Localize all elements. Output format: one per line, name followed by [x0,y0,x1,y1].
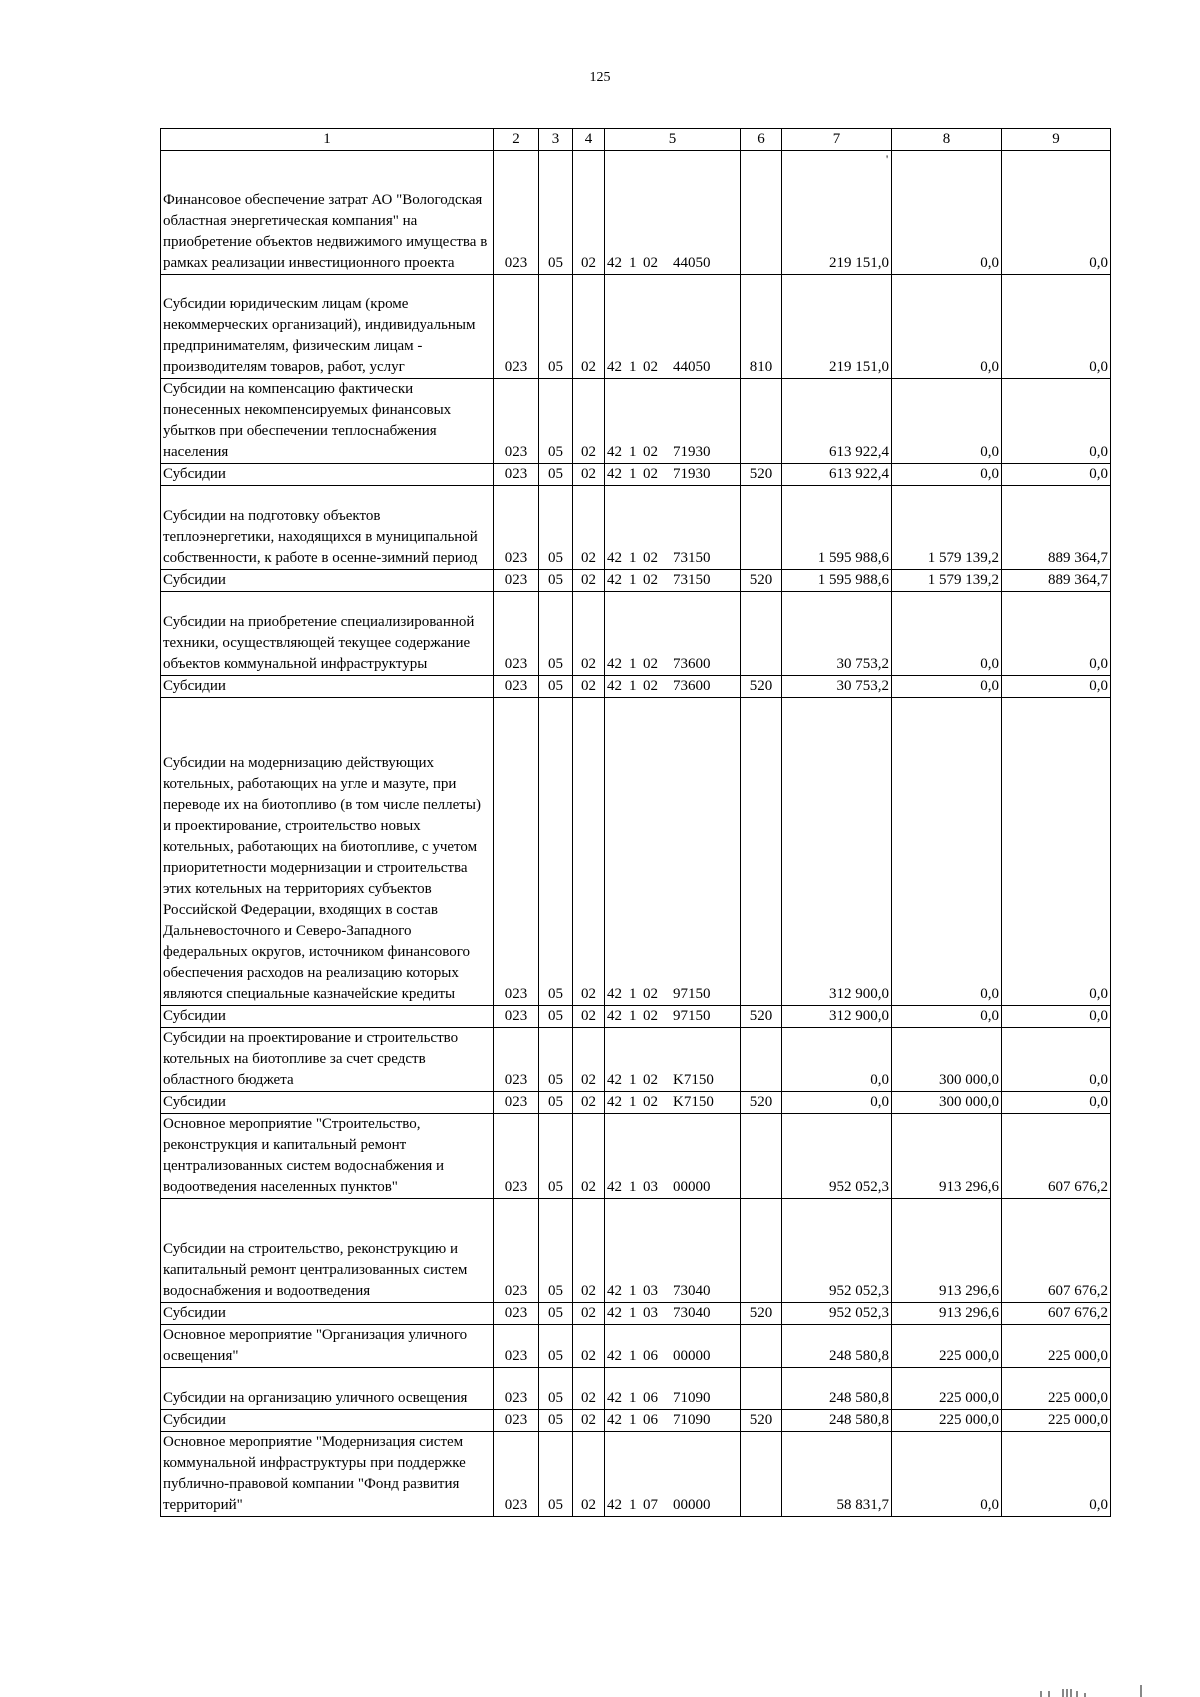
row-amount-col9: 0,0 [1002,1006,1111,1028]
row-name: Финансовое обеспечение затрат АО "Вологодская областная энергетическая компания" на приобретение объектов недвижимого имущества в рамках реализации инвестиционного проекта [161,151,494,275]
row-name: Субсидии [161,464,494,486]
table-row [161,1114,1111,1199]
row-amount-col9: 607 676,2 [1002,1199,1111,1303]
target-article-part: 42 [607,1305,622,1321]
row-expense-type: 520 [741,1006,782,1028]
target-article-part: 02 [643,444,658,460]
row-subsection-code: 02 [573,1092,605,1114]
row-subsection-code: 02 [573,1325,605,1368]
row-expense-type [741,698,782,1006]
row-section-code: 05 [539,486,573,570]
table-row [161,570,1111,592]
row-subsection-code: 02 [573,1432,605,1517]
row-amount-col8: 0,0 [892,592,1002,676]
row-amount-col8: 1 579 139,2 [892,486,1002,570]
row-subsection-code: 02 [573,486,605,570]
row-subsection-code: 02 [573,1199,605,1303]
target-article-part: 42 [607,986,622,1002]
row-name: Субсидии на строительство, реконструкцию и капитальный ремонт централизованных систем водоснабжения и водоотведения [161,1199,494,1303]
table-row [161,1006,1111,1028]
row-admin-code: 023 [494,1432,539,1517]
target-article-part: 02 [643,359,658,375]
target-article-part: 42 [607,572,622,588]
target-article-part: 02 [643,678,658,694]
table-row [161,1303,1111,1325]
row-amount-col7: 219 151,0 [782,275,892,379]
target-article-part: 73040 [673,1305,711,1321]
page-number: 125 [589,70,611,85]
row-subsection-code: 02 [573,379,605,464]
target-article-part: 73150 [673,550,711,566]
row-subsection-code: 02 [573,592,605,676]
target-article-part: 02 [643,656,658,672]
target-article-part: 42 [607,1412,622,1428]
row-amount-col9: 225 000,0 [1002,1410,1111,1432]
row-admin-code: 023 [494,1325,539,1368]
target-article-part: 1 [629,572,637,588]
row-name: Основное мероприятие "Организация уличного освещения" [161,1325,494,1368]
table-row [161,1028,1111,1092]
row-section-code: 05 [539,1114,573,1199]
target-article-part: 42 [607,1094,622,1110]
budget-table [160,128,1111,1517]
target-article-part: 03 [643,1179,658,1195]
row-target-article [605,1432,741,1517]
header-cell-2: 2 [494,129,539,151]
table-row [161,1432,1111,1517]
row-expense-type [741,1199,782,1303]
row-expense-type [741,1368,782,1410]
target-article-part: 42 [607,1497,622,1513]
row-subsection-code: 02 [573,1303,605,1325]
target-article-part: 71090 [673,1412,711,1428]
row-section-code: 05 [539,379,573,464]
row-expense-type [741,1325,782,1368]
target-article-part: 1 [629,1008,637,1024]
row-admin-code: 023 [494,570,539,592]
target-article-part: 06 [643,1348,658,1364]
target-article-part: 02 [643,466,658,482]
target-article-part: 1 [629,1094,637,1110]
row-target-article [605,464,741,486]
table-row [161,698,1111,1006]
target-article-part: 1 [629,466,637,482]
row-expense-type: 520 [741,1410,782,1432]
row-section-code: 05 [539,1028,573,1092]
table-row [161,1092,1111,1114]
row-admin-code: 023 [494,151,539,275]
target-article-part: 71090 [673,1390,711,1406]
row-amount-col7: 0,0 [782,1092,892,1114]
row-subsection-code: 02 [573,275,605,379]
row-amount-col8: 913 296,6 [892,1114,1002,1199]
row-amount-col7: 30 753,2 [782,676,892,698]
row-amount-col7: 952 052,3 [782,1114,892,1199]
row-expense-type: 520 [741,1303,782,1325]
row-name: Субсидии на организацию уличного освещения [161,1368,494,1410]
row-amount-col9: 0,0 [1002,151,1111,275]
target-article-part: 06 [643,1412,658,1428]
row-expense-type [741,1028,782,1092]
row-section-code: 05 [539,1199,573,1303]
header-cell-4: 4 [573,129,605,151]
row-expense-type: 520 [741,1092,782,1114]
table-row [161,486,1111,570]
row-name: Субсидии [161,676,494,698]
row-target-article [605,1006,741,1028]
row-subsection-code: 02 [573,1114,605,1199]
row-admin-code: 023 [494,676,539,698]
header-cell-9: 9 [1002,129,1111,151]
row-subsection-code: 02 [573,570,605,592]
target-article-part: 42 [607,656,622,672]
table-row [161,1325,1111,1368]
target-article-part: 03 [643,1305,658,1321]
target-article-part: 02 [643,1094,658,1110]
table-row [161,592,1111,676]
target-article-part: 97150 [673,1008,711,1024]
row-amount-col8: 0,0 [892,151,1002,275]
row-amount-col9: 0,0 [1002,1028,1111,1092]
target-article-part: 1 [629,359,637,375]
target-article-part: 42 [607,1179,622,1195]
target-article-part: 42 [607,1283,622,1299]
row-amount-col9: 607 676,2 [1002,1114,1111,1199]
row-section-code: 05 [539,676,573,698]
target-article-part: 03 [643,1283,658,1299]
target-article-part: 00000 [673,1348,711,1364]
row-subsection-code: 02 [573,1028,605,1092]
row-subsection-code: 02 [573,1410,605,1432]
row-amount-col9: 0,0 [1002,676,1111,698]
target-article-part: 42 [607,466,622,482]
row-section-code: 05 [539,570,573,592]
scan-mark-tick: ' [886,152,889,166]
row-section-code: 05 [539,1092,573,1114]
row-section-code: 05 [539,1303,573,1325]
row-expense-type [741,151,782,275]
row-name: Субсидии [161,570,494,592]
header-cell-1: 1 [161,129,494,151]
row-expense-type [741,379,782,464]
row-amount-col9: 0,0 [1002,1092,1111,1114]
row-amount-col8: 1 579 139,2 [892,570,1002,592]
row-admin-code: 023 [494,1092,539,1114]
row-amount-col9: 225 000,0 [1002,1325,1111,1368]
row-admin-code: 023 [494,486,539,570]
row-target-article [605,1199,741,1303]
row-amount-col8: 225 000,0 [892,1368,1002,1410]
row-amount-col9: 0,0 [1002,698,1111,1006]
row-amount-col7: 0,0 [782,1028,892,1092]
table-row [161,464,1111,486]
row-admin-code: 023 [494,1368,539,1410]
row-expense-type: 810 [741,275,782,379]
header-cell-6: 6 [741,129,782,151]
row-amount-col9: 225 000,0 [1002,1368,1111,1410]
row-section-code: 05 [539,1325,573,1368]
row-expense-type: 520 [741,676,782,698]
row-target-article [605,1410,741,1432]
row-target-article [605,1028,741,1092]
target-article-part: 1 [629,444,637,460]
row-amount-col9: 0,0 [1002,592,1111,676]
row-subsection-code: 02 [573,698,605,1006]
row-amount-col9: 0,0 [1002,1432,1111,1517]
target-article-part: 1 [629,1072,637,1088]
target-article-part: 02 [643,572,658,588]
row-name: Субсидии на подготовку объектов теплоэнергетики, находящихся в муниципальной собственности, к работе в осенне-зимний период [161,486,494,570]
row-amount-col9: 0,0 [1002,464,1111,486]
target-article-part: 42 [607,359,622,375]
row-amount-col7: 1 595 988,6 [782,570,892,592]
row-admin-code: 023 [494,1303,539,1325]
row-admin-code: 023 [494,1006,539,1028]
target-article-part: 44050 [673,359,711,375]
target-article-part: 02 [643,550,658,566]
target-article-part: 42 [607,1390,622,1406]
target-article-part: 71930 [673,466,711,482]
row-amount-col7: 219 151,0 [782,151,892,275]
row-admin-code: 023 [494,379,539,464]
row-amount-col7: 30 753,2 [782,592,892,676]
target-article-part: 42 [607,1072,622,1088]
target-article-part: 1 [629,986,637,1002]
row-amount-col9: 0,0 [1002,379,1111,464]
row-name: Субсидии юридическим лицам (кроме некоммерческих организаций), индивидуальным предпринимателям, физическим лицам - производителям товаров, работ, услуг [161,275,494,379]
row-target-article [605,1368,741,1410]
row-name: Основное мероприятие "Строительство, реконструкция и капитальный ремонт централизованных систем водоснабжения и водоотведения населенных пунктов" [161,1114,494,1199]
row-subsection-code: 02 [573,464,605,486]
target-article-part: 1 [629,255,637,271]
target-article-part: K7150 [673,1072,714,1088]
row-name: Основное мероприятие "Модернизация систем коммунальной инфраструктуры при поддержке публично-правовой компании "Фонд развития территорий" [161,1432,494,1517]
row-admin-code: 023 [494,464,539,486]
row-section-code: 05 [539,698,573,1006]
header-cell-5: 5 [605,129,741,151]
row-amount-col8: 300 000,0 [892,1092,1002,1114]
target-article-part: 73150 [673,572,711,588]
target-article-part: 42 [607,1008,622,1024]
row-section-code: 05 [539,1006,573,1028]
row-amount-col8: 0,0 [892,698,1002,1006]
row-admin-code: 023 [494,1028,539,1092]
row-expense-type: 520 [741,570,782,592]
row-name: Субсидии [161,1092,494,1114]
row-target-article [605,698,741,1006]
row-section-code: 05 [539,1432,573,1517]
target-article-part: 73600 [673,656,711,672]
row-target-article [605,1114,741,1199]
row-subsection-code: 02 [573,151,605,275]
row-amount-col8: 913 296,6 [892,1303,1002,1325]
target-article-part: 42 [607,444,622,460]
target-article-part: 42 [607,1348,622,1364]
target-article-part: 97150 [673,986,711,1002]
target-article-part: 73040 [673,1283,711,1299]
row-name: Субсидии [161,1006,494,1028]
table-row [161,379,1111,464]
target-article-part: 00000 [673,1179,711,1195]
row-admin-code: 023 [494,1114,539,1199]
target-article-part: 02 [643,255,658,271]
header-row [161,129,1111,151]
target-article-part: 1 [629,1390,637,1406]
row-amount-col9: 889 364,7 [1002,486,1111,570]
row-name: Субсидии на компенсацию фактически понесенных некомпенсируемых финансовых убытков при обеспечении теплоснабжения населения [161,379,494,464]
target-article-part: 00000 [673,1497,711,1513]
target-article-part: 71930 [673,444,711,460]
row-target-article [605,570,741,592]
row-admin-code: 023 [494,1199,539,1303]
row-amount-col7: 1 595 988,6 [782,486,892,570]
row-target-article [605,1092,741,1114]
row-section-code: 05 [539,151,573,275]
row-amount-col8: 0,0 [892,275,1002,379]
row-admin-code: 023 [494,698,539,1006]
row-name: Субсидии [161,1303,494,1325]
row-amount-col8: 0,0 [892,464,1002,486]
row-amount-col7: 312 900,0 [782,698,892,1006]
row-name: Субсидии на модернизацию действующих котельных, работающих на угле и мазуте, при переводе их на биотопливо (в том числе пеллеты) и проектирование, строительство новых котельных, работающих на биотопливе, с учетом приоритетности модернизации и строительства этих котельных на территориях субъектов Российской Федерации, входящих в состав Дальневосточного и Северо-Западного федеральных округов, источником финансового обеспечения расходов на реализацию которых являются специальные казначейские кредиты [161,698,494,1006]
row-admin-code: 023 [494,1410,539,1432]
row-amount-col7: 613 922,4 [782,379,892,464]
target-article-part: 02 [643,1008,658,1024]
target-article-part: 07 [643,1497,658,1513]
target-article-part: 1 [629,550,637,566]
row-section-code: 05 [539,1410,573,1432]
row-amount-col9: 889 364,7 [1002,570,1111,592]
target-article-part: 02 [643,986,658,1002]
target-article-part: 73600 [673,678,711,694]
row-amount-col9: 0,0 [1002,275,1111,379]
target-article-part: 42 [607,678,622,694]
row-amount-col8: 0,0 [892,379,1002,464]
row-amount-col7: 248 580,8 [782,1325,892,1368]
target-article-part: 1 [629,678,637,694]
target-article-part: 1 [629,1497,637,1513]
row-target-article [605,486,741,570]
row-amount-col7: 58 831,7 [782,1432,892,1517]
header-cell-3: 3 [539,129,573,151]
target-article-part: K7150 [673,1094,714,1110]
header-cell-7: 7 [782,129,892,151]
target-article-part: 1 [629,1283,637,1299]
target-article-part: 06 [643,1390,658,1406]
row-expense-type [741,592,782,676]
row-amount-col7: 613 922,4 [782,464,892,486]
row-subsection-code: 02 [573,1006,605,1028]
row-target-article [605,1325,741,1368]
row-amount-col8: 225 000,0 [892,1325,1002,1368]
row-section-code: 05 [539,1368,573,1410]
table-row [161,1368,1111,1410]
row-amount-col8: 0,0 [892,676,1002,698]
table-row [161,275,1111,379]
target-article-part: 02 [643,1072,658,1088]
row-amount-col7: 248 580,8 [782,1368,892,1410]
row-amount-col8: 300 000,0 [892,1028,1002,1092]
scan-barcode-fragment [1040,1682,1160,1697]
row-amount-col8: 0,0 [892,1006,1002,1028]
row-section-code: 05 [539,464,573,486]
row-target-article [605,1303,741,1325]
target-article-part: 1 [629,1412,637,1428]
row-target-article [605,379,741,464]
target-article-part: 42 [607,550,622,566]
table-row [161,676,1111,698]
row-admin-code: 023 [494,275,539,379]
target-article-part: 42 [607,255,622,271]
row-name: Субсидии на проектирование и строительство котельных на биотопливе за счет средств областного бюджета [161,1028,494,1092]
row-amount-col7: 952 052,3 [782,1303,892,1325]
target-article-part: 44050 [673,255,711,271]
row-expense-type [741,486,782,570]
row-target-article [605,676,741,698]
target-article-part: 1 [629,656,637,672]
table-row [161,151,1111,275]
row-admin-code: 023 [494,592,539,676]
row-expense-type [741,1114,782,1199]
row-section-code: 05 [539,592,573,676]
row-amount-col8: 225 000,0 [892,1410,1002,1432]
row-amount-col8: 0,0 [892,1432,1002,1517]
target-article-part: 1 [629,1348,637,1364]
row-section-code: 05 [539,275,573,379]
header-cell-8: 8 [892,129,1002,151]
row-target-article [605,151,741,275]
row-amount-col7: 248 580,8 [782,1410,892,1432]
target-article-part: 1 [629,1305,637,1321]
table-row [161,1410,1111,1432]
target-article-part: 1 [629,1179,637,1195]
row-amount-col8: 913 296,6 [892,1199,1002,1303]
row-subsection-code: 02 [573,676,605,698]
table-row [161,1199,1111,1303]
row-amount-col7: 952 052,3 [782,1199,892,1303]
row-name: Субсидии [161,1410,494,1432]
row-amount-col9: 607 676,2 [1002,1303,1111,1325]
row-subsection-code: 02 [573,1368,605,1410]
row-expense-type [741,1432,782,1517]
row-name: Субсидии на приобретение специализированной техники, осуществляющей текущее содержание объектов коммунальной инфраструктуры [161,592,494,676]
row-expense-type: 520 [741,464,782,486]
row-target-article [605,275,741,379]
row-target-article [605,592,741,676]
row-amount-col7: 312 900,0 [782,1006,892,1028]
